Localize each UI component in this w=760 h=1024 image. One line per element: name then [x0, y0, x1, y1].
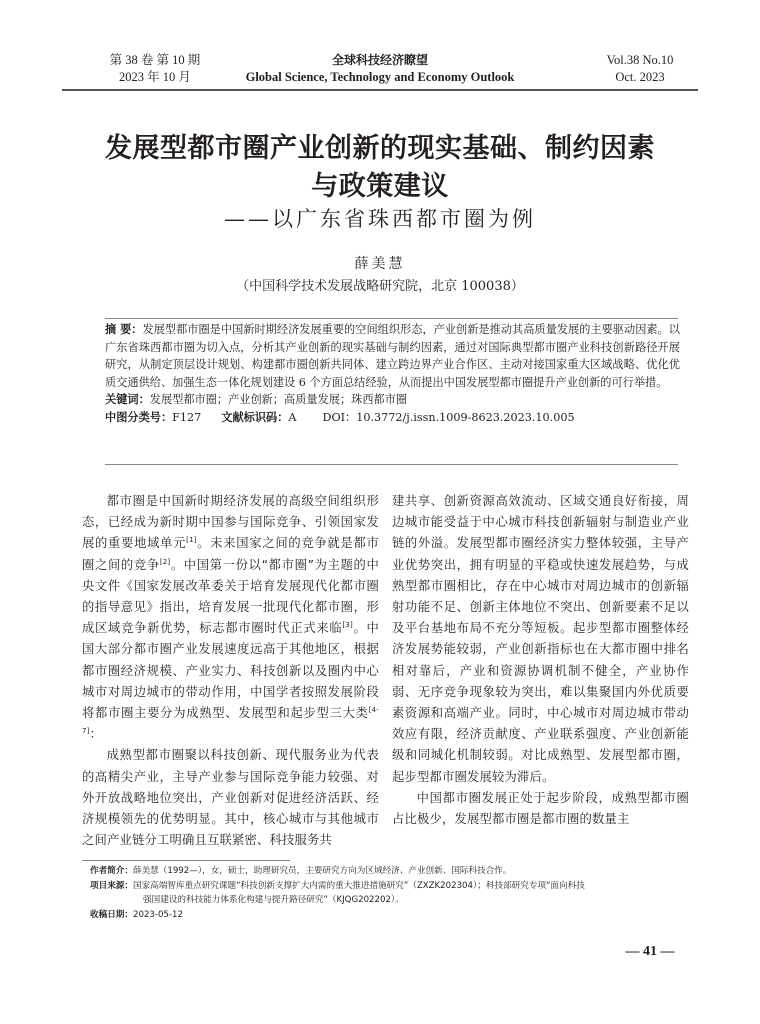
journal-name-en: Global Science, Technology and Economy Outlook	[245, 70, 515, 84]
text-run: ：	[89, 727, 103, 742]
author-name: 薛美慧	[354, 256, 406, 272]
doc-code-value: A	[288, 410, 297, 424]
project-text-1: 国家高端智库重点研究课题“科技创新支撑扩大内需的重大推进措施研究”（ZXZK202304）；科技部研究专项“面向科技	[132, 880, 585, 891]
body-paragraph-2: 成熟型都市圈聚以科技创新、现代服务业为代表的高精尖产业，主导产业参与国际竞争能力较强、对外开放战略地位突出，产业创新对促进经济活跃、经济规模领先的优势明显。其中，核心城市与其他城市之间产业链分工明确且互联紧密、科技服务共	[82, 748, 379, 848]
clc-value: F127	[172, 410, 202, 424]
footnote-project	[90, 879, 690, 894]
footnote-received	[90, 908, 690, 923]
text-run: 都市圈是中国新时期经济发展的高级空间组织形态，已经成为新时期中国参与国际竞争、引领国家发展的重要地域单元	[82, 494, 379, 551]
author-bio-label: 作者简介：	[90, 866, 133, 876]
title-line-1: 发展型都市圈产业创新的现实基础、制约因素	[105, 133, 655, 164]
clc-label: 中图分类号：	[105, 410, 173, 424]
abstract-paragraph	[105, 321, 680, 391]
footnote-project-cont: 强国建设的科技能力体系化构建与提升路径研究”（KJQG202202）。	[143, 895, 404, 906]
classification-line	[105, 409, 680, 427]
doc-code-label: 文献标识码：	[221, 410, 289, 424]
body-paragraph-3: 中国都市圈发展正处于起步阶段，成熟型都市圈占比极少，发展型都市圈是都市圈的数量主	[392, 790, 689, 827]
abstract-bottom-divider	[105, 464, 678, 465]
body-paragraph-2-continued: 建共享、创新资源高效流动、区域交通良好衔接，周边城市能受益于中心城市科技创新辐射与制造业产业链的外溢。发展型都市圈经济实力整体较强，主导产业优势突出，拥有明显的平稳或快速发展趋势，与成熟型都市圈相比，存在中心城市对周边城市的创新辐射功能不足、创新主体地位不突出、创新要素不足以及平台基地布局不充分等短板。起步型都市圈整体经济发展势能较弱，产业创新指标也在大都市圈中排名相对靠后，产业和资源协调机制不健全，产业协作弱、无序竞争现象较为突出，难以集聚国内外优质要素资源和高端产业。同时，中心城市对周边城市带动效应有限，经济贡献度、产业联系强度、产业创新能级和同城化机制较弱。对比成熟型、发展型都市圈，起步型都市圈发展较为滞后。	[392, 494, 689, 784]
body-column-left	[82, 491, 379, 851]
body-paragraph-1	[82, 491, 379, 745]
issue-date-cn: 2023 年 10 月	[119, 70, 191, 84]
footnote-divider	[82, 860, 290, 861]
abstract-block	[105, 321, 680, 427]
page-number: — 41 —	[625, 944, 675, 959]
citation-ref[interactable]: [4-7]	[82, 705, 379, 736]
body-column-right	[392, 491, 689, 830]
citation-ref[interactable]: [2]	[159, 557, 171, 566]
title-line-2: 与政策建议	[311, 171, 449, 202]
running-header-right	[580, 52, 700, 86]
header-divider	[62, 89, 698, 91]
volume-issue-cn: 第 38 卷 第 10 期	[109, 53, 201, 67]
running-header-center	[200, 52, 560, 86]
received-date: 2023-05-12	[132, 909, 183, 920]
abstract-top-divider	[105, 318, 678, 319]
text-run: 。中国第一份以“都市圈”为主题的中央文件《国家发展改革委关于培育发展现代化都市圈的指导意见》指出，培育发展一批现代化都市圈，形成区域竞争新优势，标志都市圈时代正式来临	[82, 557, 379, 636]
author-affiliation: （中国科学技术发展战略研究院，北京 100038）	[236, 279, 524, 294]
author-bio-text: 薛美慧（1992—），女，硕士，助理研究员，主要研究方向为区域经济、产业创新、国际科技合作。	[132, 866, 512, 876]
received-label: 收稿日期：	[90, 909, 133, 920]
abstract-text: 发展型都市圈是中国新时期经济发展重要的空间组织形态，产业创新是推动其高质量发展的主要驱动因素。以广东省珠西都市圈为切入点，分析其产业创新的现实基础与制约因素，通过对国际典型都市圈产业科技创新路径开展研究，从制定顶层设计规划、构建都市圈创新共同体、建立跨边界产业合作区、主动对接国家重大区域战略、优化优质交通供给、加强生态一体化规划建设 6 个方面总结经验，从而提出中国发展型都市圈提升产业创新的可行举措。	[105, 323, 680, 389]
text-run: 。中国大部分都市圈产业发展速度远高于其他地区，根据都市圈经济规模、产业实力、科技创新以及圈内中心城市对周边城市的带动作用，中国学者按照发展阶段将都市圈主要分为成熟型、发展型和起步型三大类	[82, 621, 379, 721]
project-label: 项目来源：	[90, 880, 133, 891]
abstract-label: 摘 要：	[105, 323, 143, 336]
journal-name-cn: 全球科技经济瞭望	[331, 53, 428, 67]
citation-ref[interactable]: [1]	[186, 536, 197, 545]
citation-ref[interactable]: [3]	[342, 621, 353, 630]
volume-issue-en: Vol.38 No.10	[606, 53, 674, 67]
article-title	[60, 130, 700, 206]
issue-date-en: Oct. 2023	[615, 70, 665, 84]
text-run: 。未来国家之间的竞争就是都市圈之间的竞争	[82, 536, 379, 572]
keywords-label: 关键词：	[105, 393, 150, 407]
keywords-text: 发展型都市圈；产业创新；高质量发展；珠西都市圈	[149, 393, 408, 407]
keywords-line	[105, 391, 680, 409]
footnotes-block	[90, 864, 690, 922]
doi-value[interactable]: 10.3772/j.issn.1009-8623.2023.10.005	[356, 410, 575, 424]
article-subtitle: ——以广东省珠西都市圈为例	[224, 207, 536, 231]
doi-label: DOI：	[322, 410, 357, 424]
footnote-author	[90, 864, 690, 879]
